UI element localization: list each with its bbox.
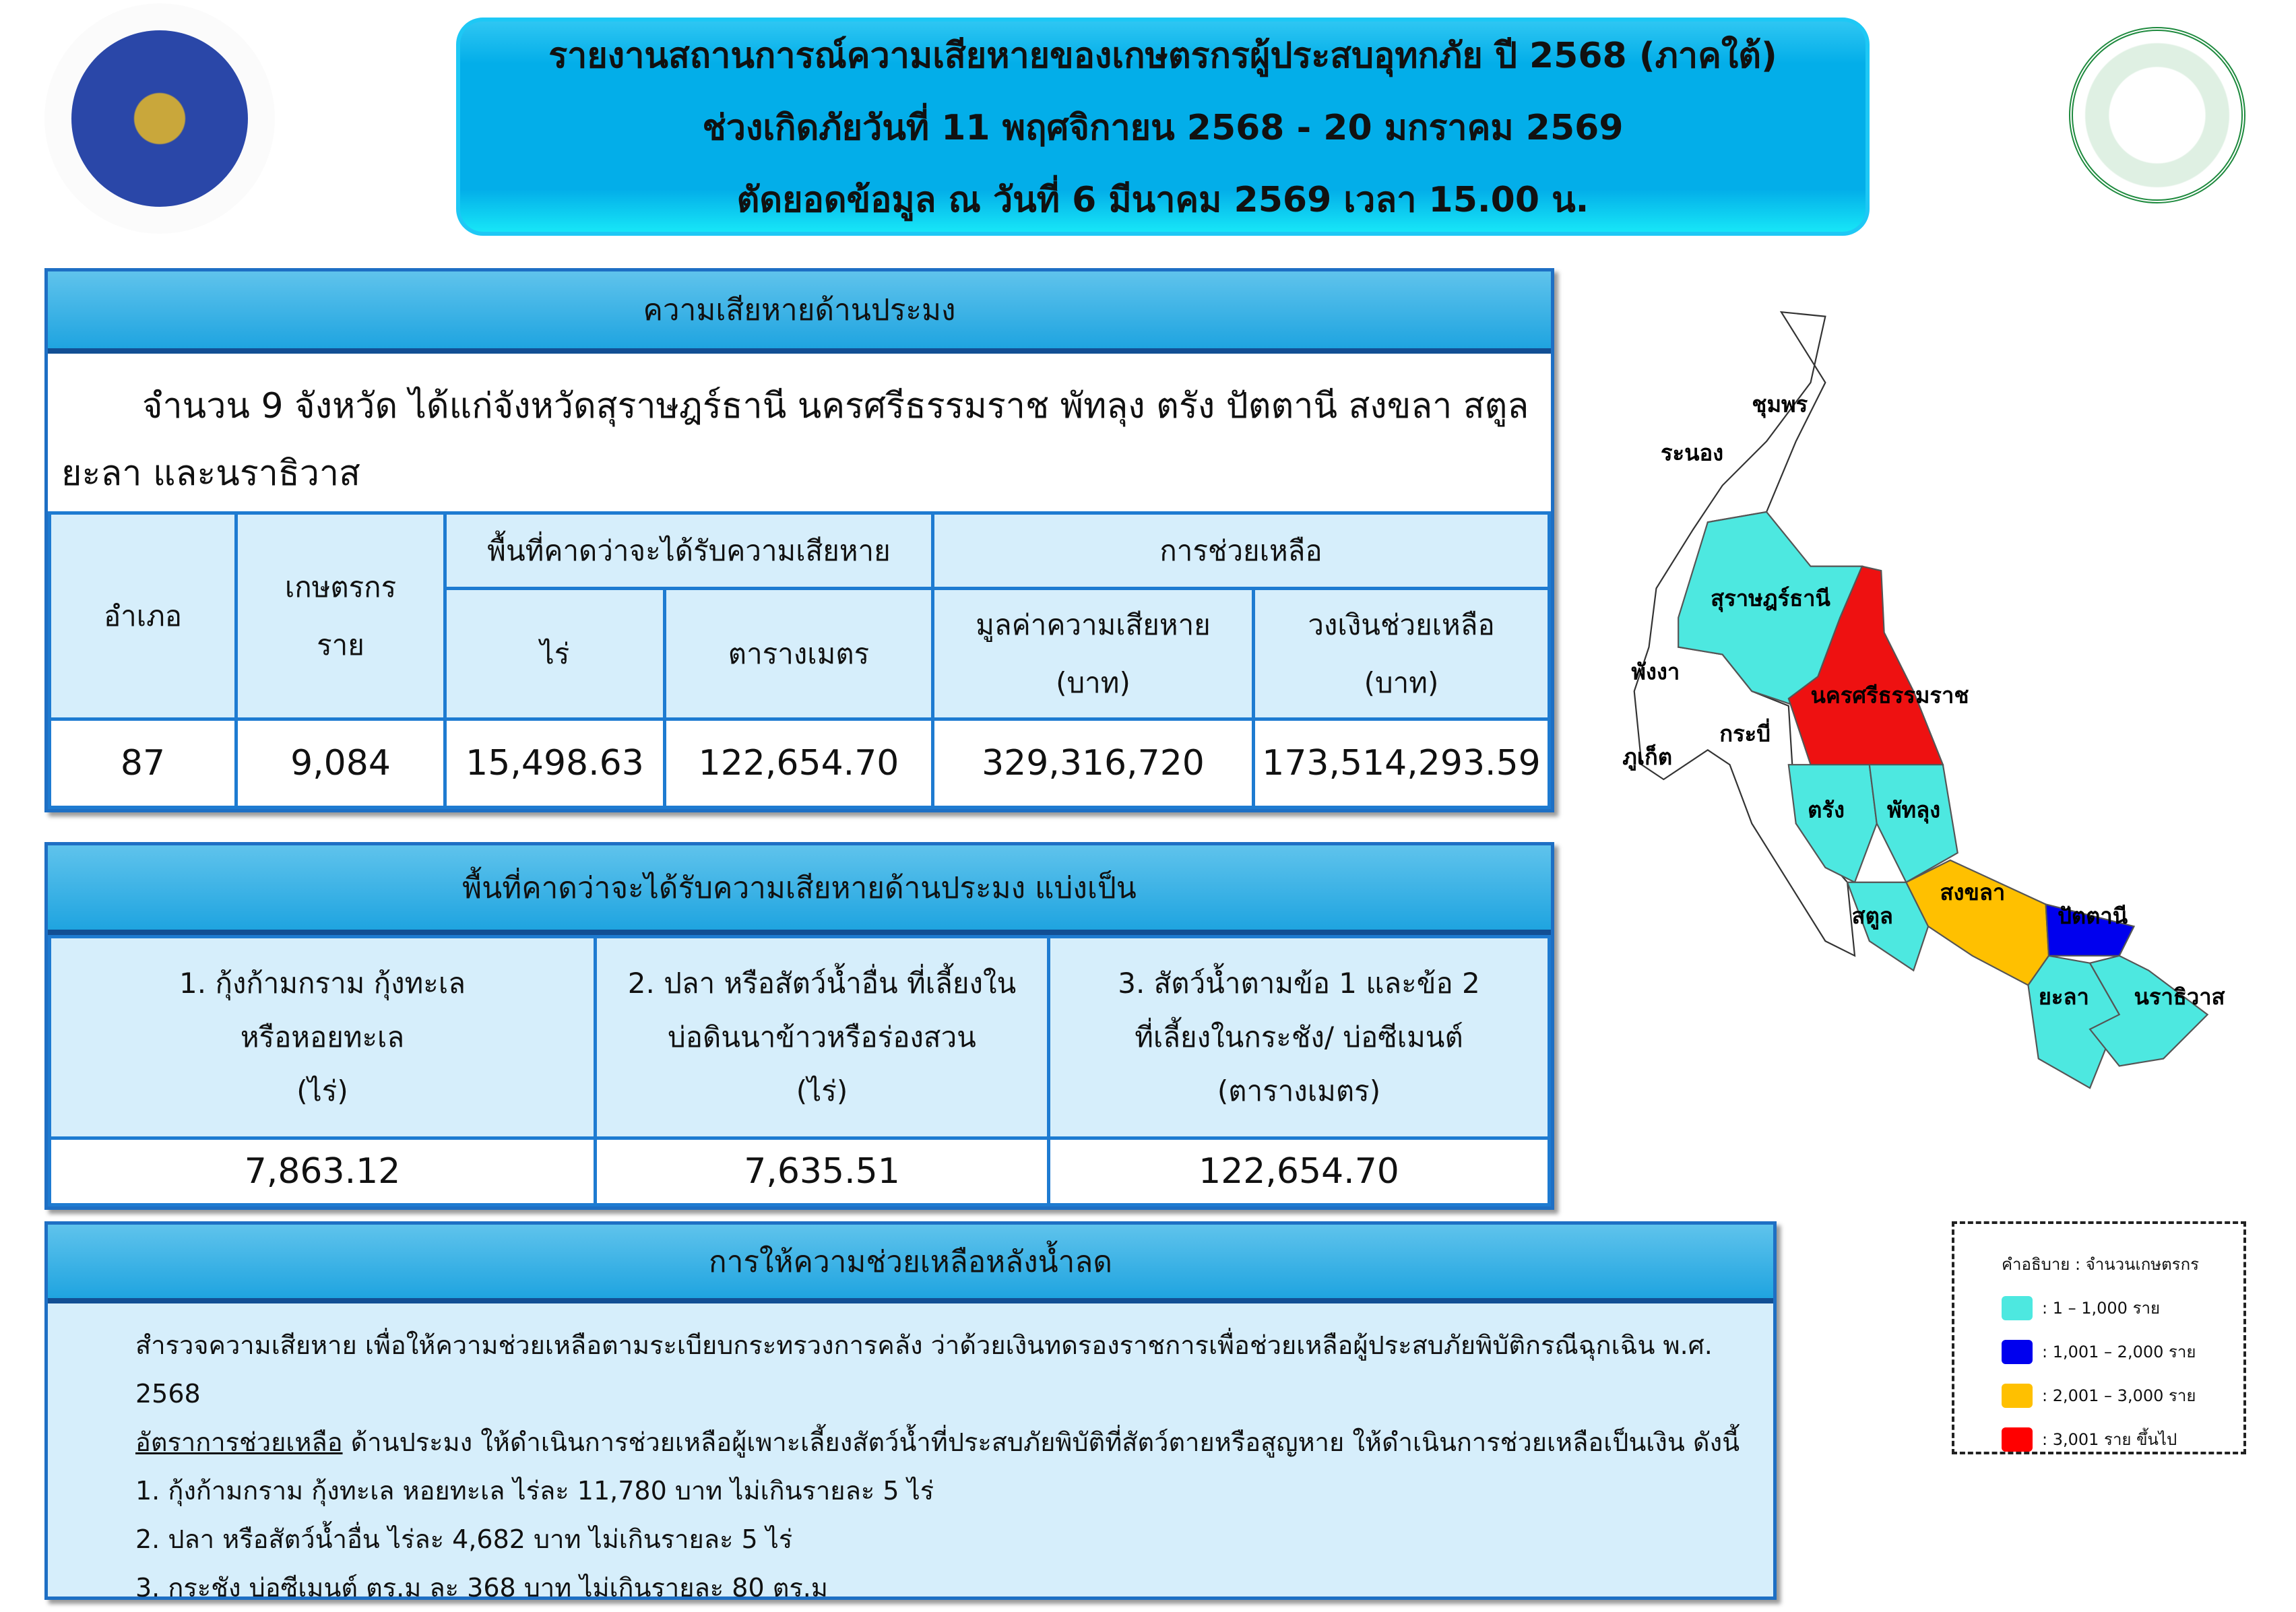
- map-label: สงขลา: [1940, 879, 2006, 905]
- label-line: บ่อดินนาข้าวหรือร่องสวน: [668, 1021, 976, 1054]
- farmers-label: เกษตรกร: [284, 570, 397, 604]
- aid-rate-text: ด้านประมง ให้ดำเนินการช่วยเหลือผู้เพาะเลี้ยงสัตว์น้ำที่ประสบภัยพิบัติที่สัตว์ตายหรือสูญหาย ให้ดำเนินการช่วยเหลือเป็นเงิน ดังนี้: [342, 1427, 1740, 1457]
- panel-title: พื้นที่คาดว่าจะได้รับความเสียหายด้านประมง แบ่งเป็น: [48, 845, 1551, 935]
- unit: (ไร่): [296, 1074, 348, 1107]
- ministry-seal-logo: [71, 30, 248, 207]
- map-label: พัทลุง: [1887, 797, 1941, 823]
- unit: (ไร่): [796, 1074, 848, 1107]
- value-loss: 329,316,720: [933, 719, 1254, 808]
- label-line: หรือหอยทะเล: [240, 1021, 405, 1054]
- map-label: ยะลา: [2038, 984, 2089, 1010]
- value-cage: 122,654.70: [1049, 1138, 1550, 1205]
- value-sqm: 122,654.70: [665, 719, 933, 808]
- col-fish: [596, 937, 1049, 1138]
- col-cage: [1049, 937, 1550, 1138]
- value-fish: 7,635.51: [596, 1138, 1049, 1205]
- map-label: ชุมพร: [1752, 391, 1808, 418]
- panel-title: การให้ความช่วยเหลือหลังน้ำลด: [48, 1225, 1773, 1303]
- damage-breakdown-panel: [44, 842, 1554, 1210]
- list-item: 1. กุ้งก้ามกราม กุ้งทะเล หอยทะเล ไร่ละ 11,780 บาท ไม่เกินรายละ 5 ไร่: [135, 1476, 934, 1506]
- label-line: 3. สัตว์น้ำตามข้อ 1 และข้อ 2: [1118, 967, 1480, 1000]
- damage-table: [48, 511, 1551, 809]
- value-farmers: 9,084: [236, 719, 445, 808]
- report-header: [456, 18, 1870, 236]
- value-budget: 173,514,293.59: [1254, 719, 1550, 808]
- fisheries-damage-panel: [44, 268, 1554, 812]
- value-rai: 15,498.63: [445, 719, 665, 808]
- label-line: 2. ปลา หรือสัตว์น้ำอื่น ที่เลี้ยงใน: [627, 967, 1017, 1000]
- map-label: ปัตตานี: [2058, 903, 2128, 929]
- aid-rate-label: อัตราการช่วยเหลือ: [135, 1427, 343, 1457]
- southern-thailand-map: [1619, 294, 2252, 1103]
- map-label: กระบี่: [1719, 721, 1771, 747]
- legend-swatch: [2002, 1296, 2033, 1320]
- loss-label: มูลค่าความเสียหาย: [976, 608, 1211, 641]
- legend-label: : 1,001 – 2,000 ราย: [2042, 1343, 2196, 1361]
- map-label: พังงา: [1631, 659, 1680, 685]
- list-item: 2. ปลา หรือสัตว์น้ำอื่น ไร่ละ 4,682 บาท ไม่เกินรายละ 5 ไร่: [135, 1524, 793, 1554]
- legend-item: [2002, 1426, 2243, 1452]
- header-cutoff: ตัดยอดข้อมูล ณ วันที่ 6 มีนาคม 2569 เวลา 15.00 น.: [736, 179, 1589, 220]
- table-row: [50, 719, 1550, 808]
- map-region-songkhla: [1906, 860, 2049, 985]
- map-label: นราธิวาส: [2134, 984, 2225, 1010]
- map-label: ตรัง: [1808, 797, 1845, 823]
- legend-swatch: [2002, 1427, 2033, 1452]
- list-item: 3. กระชัง บ่อซีเมนต์ ตร.ม ละ 368 บาท ไม่เกินรายละ 80 ตร.ม: [135, 1573, 828, 1603]
- col-district: อำเภอ: [50, 513, 236, 719]
- col-sqm: ตารางเมตร: [665, 589, 933, 719]
- legend-swatch: [2002, 1340, 2033, 1364]
- farmers-unit: ราย: [317, 628, 364, 662]
- legend-label: : 1 – 1,000 ราย: [2042, 1299, 2161, 1318]
- col-loss: [933, 589, 1254, 719]
- legend-item: [2002, 1295, 2243, 1321]
- legend-label: : 2,001 – 3,000 ราย: [2042, 1386, 2196, 1405]
- legend-label: : 3,001 ราย ขึ้นไป: [2042, 1430, 2177, 1449]
- col-aid: การช่วยเหลือ: [933, 513, 1550, 589]
- unit: (ตารางเมตร): [1217, 1074, 1381, 1107]
- label-line: ที่เลี้ยงในกระชัง/ บ่อซีเมนต์: [1135, 1021, 1463, 1054]
- header-period: ช่วงเกิดภัยวันที่ 11 พฤศจิกายน 2568 - 20 มกราคม 2569: [702, 107, 1624, 148]
- department-fisheries-seal-logo: [2069, 27, 2245, 203]
- loss-unit: (บาท): [1056, 666, 1130, 699]
- aid-paragraph: [135, 1418, 1773, 1466]
- province-summary: จำนวน 9 จังหวัด ได้แก่จังหวัดสุราษฎร์ธานี นครศรีธรรมราช พัทลุง ตรัง ปัตตานี สงขลา สตูล ยะลา และนราธิวาส: [48, 354, 1551, 511]
- header-title: รายงานสถานการณ์ความเสียหายของเกษตรกรผู้ประสบอุทกภัย ปี 2568 (ภาคใต้): [548, 35, 1777, 76]
- map-label: สุราษฎร์ธานี: [1711, 585, 1830, 612]
- post-flood-aid-panel: [44, 1221, 1777, 1603]
- map-label: นครศรีธรรมราช: [1810, 682, 1969, 709]
- map-label: สตูล: [1851, 903, 1893, 929]
- aid-text: [48, 1303, 1773, 1612]
- col-rai: ไร่: [445, 589, 665, 719]
- legend-swatch: [2002, 1384, 2033, 1408]
- col-shrimp: [50, 937, 596, 1138]
- legend-item: [2002, 1339, 2243, 1365]
- aid-paragraph: สำรวจความเสียหาย เพื่อให้ความช่วยเหลือตามระเบียบกระทรวงการคลัง ว่าด้วยเงินทดรองราชการเพื่อช่วยเหลือผู้ประสบภัยพิบัติกรณีฉุกเฉิน พ.ศ. 2568: [135, 1330, 1713, 1409]
- map-label: ระนอง: [1661, 440, 1724, 466]
- legend-title: คำอธิบาย : จำนวนเกษตรกร: [2002, 1255, 2199, 1274]
- col-farmers: [236, 513, 445, 719]
- panel-title: ความเสียหายด้านประมง: [48, 271, 1551, 354]
- budget-unit: (บาท): [1364, 666, 1439, 699]
- budget-label: วงเงินช่วยเหลือ: [1308, 608, 1495, 641]
- table-row: [50, 1138, 1550, 1205]
- value-shrimp: 7,863.12: [50, 1138, 596, 1205]
- value-district: 87: [50, 719, 236, 808]
- breakdown-table: [48, 935, 1551, 1206]
- label-line: 1. กุ้งก้ามกราม กุ้งทะเล: [179, 967, 466, 1000]
- col-area: พื้นที่คาดว่าจะได้รับความเสียหาย: [445, 513, 933, 589]
- map-legend: [1952, 1221, 2246, 1454]
- legend-item: [2002, 1382, 2243, 1409]
- col-budget: [1254, 589, 1550, 719]
- map-label: ภูเก็ต: [1622, 744, 1673, 771]
